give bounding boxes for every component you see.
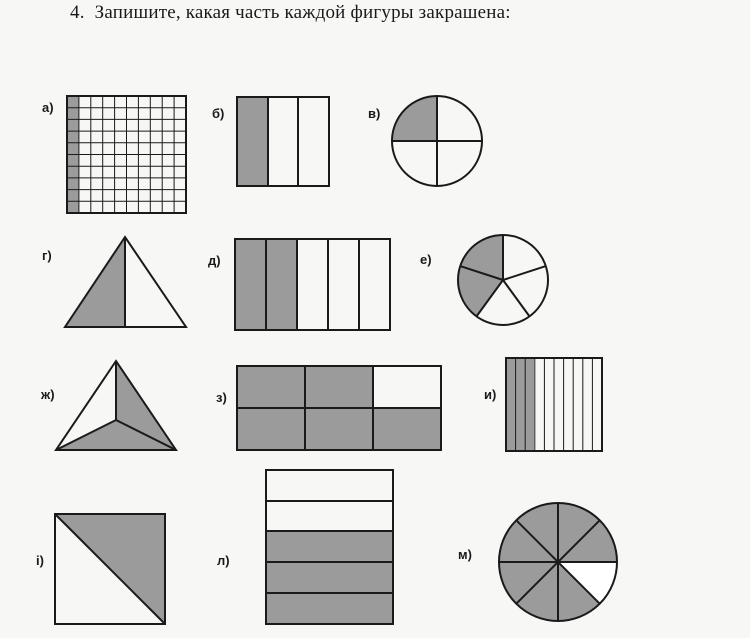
label-g: г) <box>42 248 52 263</box>
task-text: Запишите, какая часть каждой фигуры закрашена: <box>94 2 511 23</box>
label-zh: ж) <box>41 387 55 402</box>
label-z: з) <box>216 390 227 405</box>
label-i: и) <box>484 387 497 402</box>
label-b: б) <box>212 106 225 121</box>
task-number: 4. <box>70 2 85 23</box>
figure-v-circle <box>389 93 485 189</box>
figure-z-rectangle <box>236 365 442 451</box>
figure-g-triangle <box>63 235 189 329</box>
figure-l-rectangle <box>265 469 394 625</box>
figure-i-square <box>505 357 603 452</box>
label-a: а) <box>42 100 54 115</box>
label-e: е) <box>420 252 432 267</box>
label-m: м) <box>458 547 472 562</box>
figure-m-circle <box>496 500 620 624</box>
figure-b-rectangle <box>236 96 330 187</box>
task-heading <box>70 2 511 24</box>
label-d: д) <box>208 253 221 268</box>
figure-zh-triangle <box>54 359 178 452</box>
figure-k-square <box>54 513 167 626</box>
figure-d-rectangle <box>234 238 391 331</box>
figure-e-circle <box>454 233 552 327</box>
label-v: в) <box>368 106 381 121</box>
label-k: і) <box>36 553 44 568</box>
figure-a-grid <box>66 95 188 215</box>
label-l: л) <box>217 553 230 568</box>
